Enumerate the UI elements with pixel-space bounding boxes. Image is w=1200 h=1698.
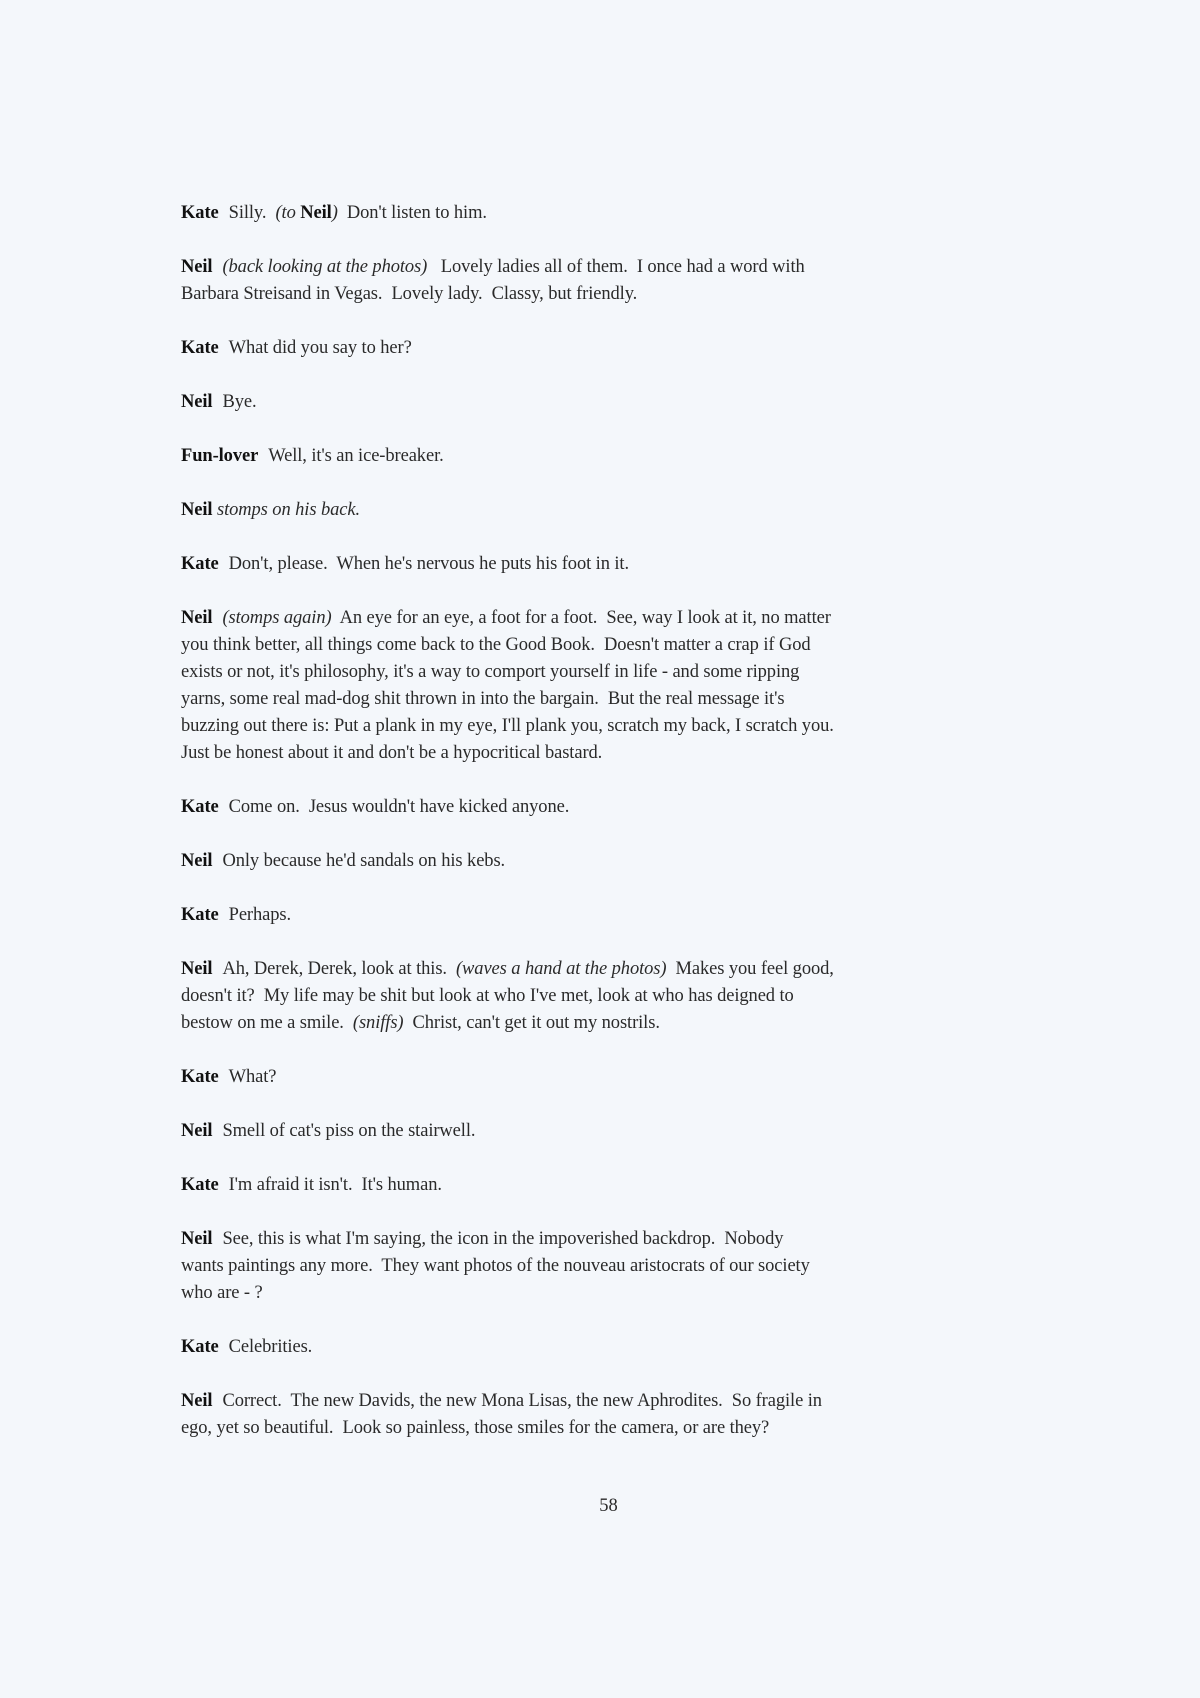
page-number: 58 <box>599 1496 618 1516</box>
text-line <box>181 1388 1081 1415</box>
text-line <box>181 848 1081 875</box>
dialogue-block <box>181 443 1081 470</box>
text-line <box>181 632 1081 659</box>
dialogue-block <box>181 794 1081 821</box>
text-line <box>181 713 1081 740</box>
speaker-name: Neil <box>181 608 213 628</box>
dialogue-block <box>181 1064 1081 1091</box>
speaker-name: Neil <box>181 1121 213 1141</box>
dialogue-block <box>181 551 1081 578</box>
dialogue-text: buzzing out there is: Put a plank in my eye, I'll plank you, scratch my back, I scratch you. <box>181 716 834 736</box>
speaker-name: Neil <box>300 203 332 223</box>
dialogue-block <box>181 848 1081 875</box>
text-line <box>181 1253 1081 1280</box>
text-line <box>181 497 1081 524</box>
text-line <box>181 200 1081 227</box>
text-line <box>181 1280 1081 1307</box>
dialogue-text: Christ, can't get it out my nostrils. <box>403 1013 660 1033</box>
dialogue-text: Ah, Derek, Derek, look at this. <box>222 959 456 979</box>
speaker-name: Kate <box>181 905 219 925</box>
dialogue-block <box>181 200 1081 227</box>
stage-direction: (to <box>275 203 301 223</box>
text-line <box>181 443 1081 470</box>
dialogue-block <box>181 956 1081 1037</box>
dialogue-text: exists or not, it's philosophy, it's a way to comport yourself in life - and some ripping <box>181 662 800 682</box>
dialogue-text: An eye for an eye, a foot for a foot. See, way I look at it, no matter <box>331 608 831 628</box>
text-line <box>181 794 1081 821</box>
text-line <box>181 740 1081 767</box>
dialogue-text: What did you say to her? <box>228 338 412 358</box>
speaker-name: Kate <box>181 1175 219 1195</box>
dialogue-text: Silly. <box>228 203 276 223</box>
dialogue-text: Correct. The new Davids, the new Mona Lisas, the new Aphrodites. So fragile in <box>222 1391 822 1411</box>
speaker-name: Kate <box>181 203 219 223</box>
dialogue-text: See, this is what I'm saying, the icon in the impoverished backdrop. Nobody <box>222 1229 784 1249</box>
dialogue-text: What? <box>228 1067 277 1087</box>
stage-direction: (back looking at the photos) <box>222 257 428 277</box>
text-line <box>181 659 1081 686</box>
dialogue-text: Celebrities. <box>228 1337 313 1357</box>
dialogue-text: Come on. Jesus wouldn't have kicked anyone. <box>228 797 570 817</box>
speaker-name: Kate <box>181 554 219 574</box>
speaker-name: Neil <box>181 257 213 277</box>
dialogue-text: Perhaps. <box>228 905 292 925</box>
text-line <box>181 335 1081 362</box>
speaker-name: Fun-lover <box>181 446 259 466</box>
text-line <box>181 1172 1081 1199</box>
text-line <box>181 605 1081 632</box>
stage-direction: ) <box>331 203 338 223</box>
text-line <box>181 686 1081 713</box>
dialogue-text: Don't, please. When he's nervous he puts his foot in it. <box>228 554 629 574</box>
dialogue-text: Makes you feel good, <box>666 959 834 979</box>
stage-direction: (sniffs) <box>352 1013 404 1033</box>
speaker-name: Neil <box>181 1391 213 1411</box>
speaker-name: Neil <box>181 1229 213 1249</box>
dialogue-text: Only because he'd sandals on his kebs. <box>222 851 506 871</box>
text-line <box>181 1064 1081 1091</box>
dialogue-block <box>181 497 1081 524</box>
dialogue-text: yarns, some real mad-dog shit thrown in into the bargain. But the real message it's <box>181 689 785 709</box>
text-line <box>181 1118 1081 1145</box>
speaker-name: Kate <box>181 338 219 358</box>
text-line <box>181 1415 1081 1442</box>
dialogue-text: doesn't it? My life may be shit but look at who I've met, look at who has deigned to <box>181 986 794 1006</box>
stage-direction: (stomps again) <box>222 608 332 628</box>
dialogue-text: bestow on me a smile. <box>181 1013 353 1033</box>
speaker-name: Neil <box>181 392 213 412</box>
speaker-name: Kate <box>181 797 219 817</box>
dialogue-text: wants paintings any more. They want photos of the nouveau aristocrats of our society <box>181 1256 810 1276</box>
text-line <box>181 902 1081 929</box>
speaker-name: Neil <box>181 500 213 520</box>
dialogue-block <box>181 902 1081 929</box>
dialogue-text: Barbara Streisand in Vegas. Lovely lady. Classy, but friendly. <box>181 284 638 304</box>
dialogue-text: you think better, all things come back to the Good Book. Doesn't matter a crap if God <box>181 635 811 655</box>
speaker-name: Kate <box>181 1337 219 1357</box>
dialogue-text: Don't listen to him. <box>337 203 487 223</box>
dialogue-text: Lovely ladies all of them. I once had a word with <box>427 257 805 277</box>
dialogue-block <box>181 1118 1081 1145</box>
dialogue-block <box>181 389 1081 416</box>
speaker-name: Neil <box>181 959 213 979</box>
script-page-body <box>181 200 1081 1469</box>
stage-direction: (waves a hand at the photos) <box>456 959 667 979</box>
dialogue-block <box>181 1172 1081 1199</box>
text-line <box>181 551 1081 578</box>
dialogue-text: who are - ? <box>181 1283 263 1303</box>
text-line <box>181 1010 1081 1037</box>
dialogue-block <box>181 1334 1081 1361</box>
text-line <box>181 389 1081 416</box>
dialogue-block <box>181 605 1081 767</box>
speaker-name: Kate <box>181 1067 219 1087</box>
text-line <box>181 254 1081 281</box>
text-line <box>181 1226 1081 1253</box>
dialogue-block <box>181 1388 1081 1442</box>
dialogue-text: ego, yet so beautiful. Look so painless, those smiles for the camera, or are they? <box>181 1418 770 1438</box>
text-line <box>181 281 1081 308</box>
dialogue-text: I'm afraid it isn't. It's human. <box>228 1175 442 1195</box>
dialogue-text: Well, it's an ice-breaker. <box>268 446 444 466</box>
speaker-name: Neil <box>181 851 213 871</box>
stage-direction: stomps on his back. <box>212 500 360 520</box>
dialogue-block <box>181 1226 1081 1307</box>
text-line <box>181 1334 1081 1361</box>
dialogue-text: Smell of cat's piss on the stairwell. <box>222 1121 476 1141</box>
dialogue-block <box>181 254 1081 308</box>
dialogue-block <box>181 335 1081 362</box>
text-line <box>181 983 1081 1010</box>
dialogue-text: Bye. <box>222 392 257 412</box>
text-line <box>181 956 1081 983</box>
dialogue-text: Just be honest about it and don't be a hypocritical bastard. <box>181 743 603 763</box>
